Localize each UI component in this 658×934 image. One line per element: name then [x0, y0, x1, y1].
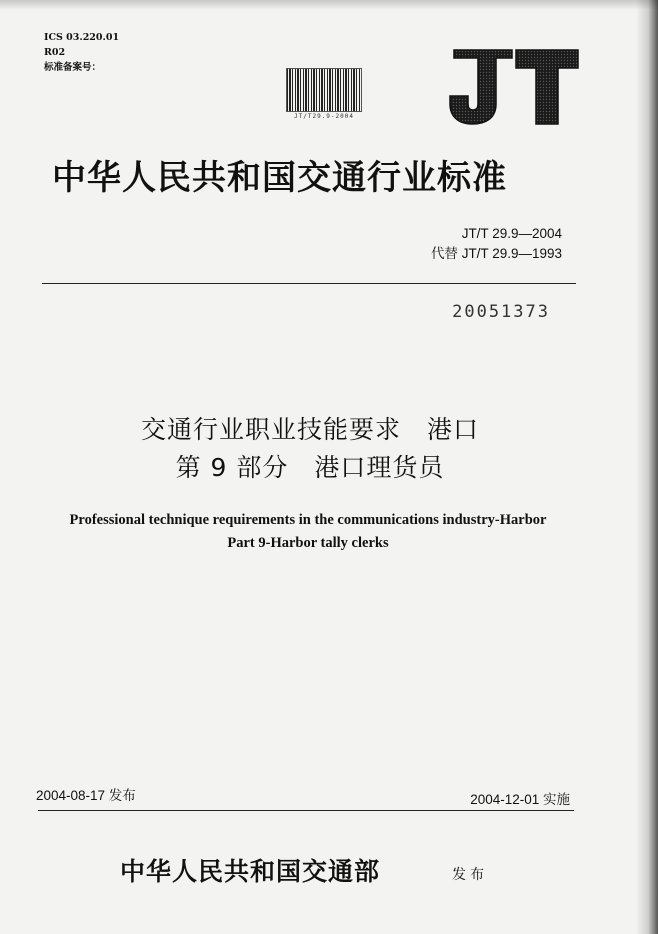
bottom-divider [38, 810, 574, 811]
publish-action: 发布 [452, 867, 488, 883]
standard-code: JT/T 29.9—2004 [461, 226, 562, 241]
barcode-icon [286, 68, 362, 112]
title-english-line-1: Professional technique requirements in the communications industry-Harbor [69, 512, 547, 528]
title-english-line-2: Part 9-Harbor tally clerks [227, 535, 389, 551]
filing-number-label: 标准备案号： [44, 62, 102, 73]
standard-codes [431, 224, 562, 264]
ministry-standard-title: 中华人民共和国交通行业标准 [52, 158, 507, 198]
barcode-label [286, 68, 362, 124]
document-metadata [44, 30, 119, 75]
title-chinese-line-2: 第 9 部分 港口理货员 [175, 453, 445, 482]
jt-logo [446, 44, 582, 128]
ics-code: ICS 03.220.01 [44, 32, 120, 43]
title-chinese-line-1: 交通行业职业技能要求 港口 [140, 415, 479, 444]
classification-code: R02 [44, 47, 66, 58]
publisher-name: 中华人民共和国交通部 [120, 857, 381, 886]
stamped-number: 20051373 [452, 302, 550, 322]
replaced-standard-code: 代替 JT/T 29.9—1993 [430, 246, 562, 261]
top-divider [42, 283, 576, 284]
scan-top-shadow [0, 0, 658, 10]
scan-edge-shadow [636, 0, 658, 934]
implementation-date: 2004-12-01 实施 [470, 792, 570, 807]
barcode-caption: JT/T29.9-2004 [294, 113, 354, 120]
issue-date: 2004-08-17 发布 [36, 788, 136, 803]
